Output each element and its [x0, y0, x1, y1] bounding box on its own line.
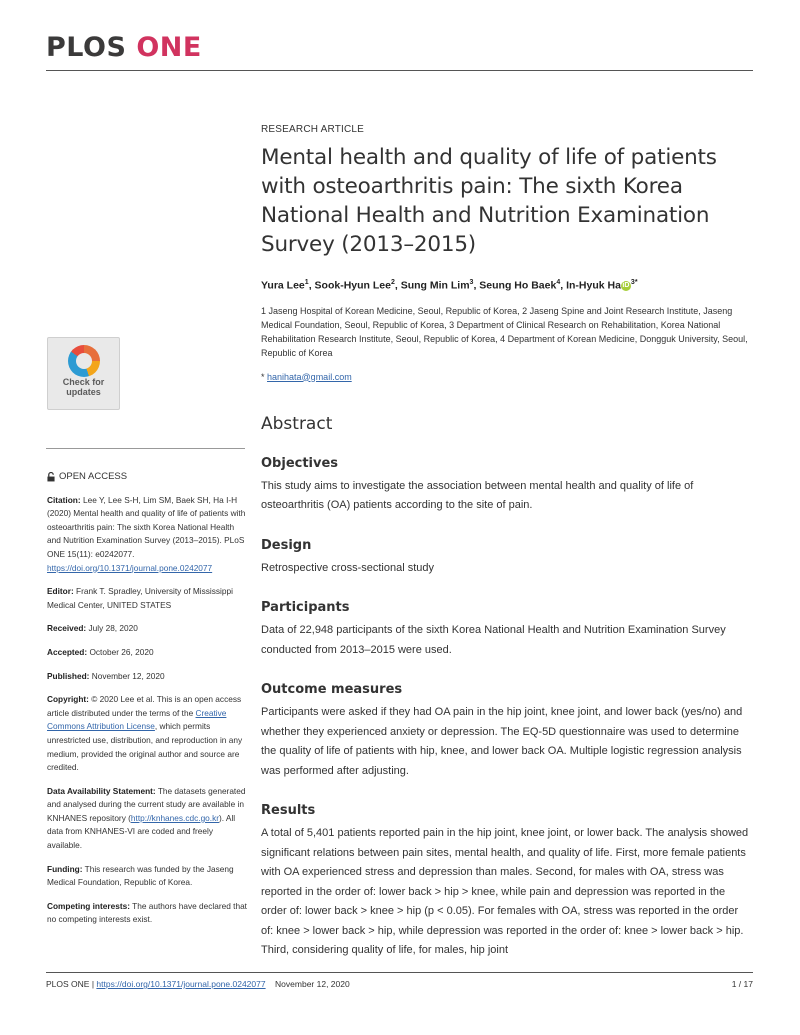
data-availability-text-2: ). All data from KNHANES-VI are coded and freely available. — [47, 812, 236, 851]
section-text-design: Retrospective cross-sectional study — [261, 561, 435, 574]
section-text-participants: Data of 22,948 participants of the sixth Korea National Health and Nutrition Examination Survey conducted from 2013–2015 were used. — [261, 624, 726, 656]
section-heading-results: Results — [261, 803, 316, 818]
abstract-heading: Abstract — [261, 413, 333, 434]
author-name[interactable]: In-Hyuk Ha — [566, 279, 621, 292]
open-access-label — [47, 470, 247, 484]
license-link[interactable]: Creative Commons Attribution License — [47, 707, 227, 732]
data-availability-block — [47, 785, 247, 853]
competing-interests-block — [47, 900, 247, 927]
author-name[interactable]: Seung Ho Baek — [479, 279, 557, 292]
page-number: 1 / 17 — [731, 979, 753, 989]
section-heading-design: Design — [261, 537, 312, 553]
published-label: Published: — [47, 670, 90, 681]
competing-interests-text: The authors have declared that no competing interests exist. — [47, 900, 247, 925]
author-affil: 1 — [304, 279, 309, 286]
citation-block — [47, 494, 247, 576]
author-affil: 2 — [390, 279, 395, 286]
accepted-label: Accepted: — [47, 646, 88, 657]
received-block — [47, 622, 247, 636]
footer-doi-link[interactable]: https://doi.org/10.1371/journal.pone.0242077 — [96, 979, 266, 989]
editor-block — [47, 585, 247, 612]
section-heading-outcome-measures: Outcome measures — [261, 682, 403, 697]
copyright-text-2: , which permits unrestricted use, distribution, and reproduction in any medium, provided the original author and source are credited. — [47, 721, 243, 773]
section-heading-objectives: Objectives — [261, 455, 339, 471]
header-divider — [46, 70, 753, 71]
accepted-date: October 26, 2020 — [89, 646, 154, 657]
section-text-outcome-measures: Participants were asked if they had OA pain in the hip joint, knee joint, and lower back (yes/no) and whether they experienced anxiety or depression. The EQ-5D questionnaire was used to determine the quality of life of patients with hip, knee, and lower back OA. Multiple logistic regression analysis was performed after adjusting. — [261, 706, 743, 777]
article-title: Mental health and quality of life of patients with osteoarthritis pain: The sixth Korea National Health and Nutrition Examination Survey (2013–2015) — [261, 145, 717, 257]
footer-divider — [46, 972, 753, 973]
journal-logo — [46, 34, 202, 61]
published-date: November 12, 2020 — [91, 670, 165, 681]
section-text-objectives: This study aims to investigate the association between mental health and quality of life of osteoarthritis (OA) patients according to the site of pain. — [261, 479, 694, 511]
article-main — [261, 116, 751, 961]
knhanes-link[interactable]: http://knhanes.cdc.go.kr — [130, 812, 220, 823]
copyright-label: Copyright: — [47, 694, 89, 705]
section-text-results: A total of 5,401 patients reported pain in the hip joint, knee joint, or lower back. The analysis showed significant relations between pain sites, mental health, and quality of life. First, more female patients with OA experienced stress and depression than males. Second, for males with OA, stress was reported in the order of: lower back > hip > knee, while pain and depression was reported in the order of: lower back > knee > hip (p < 0.05). For females with OA, stress was reported in the order of: knee > lower back > hip, while depression was reported in the order of: knee > lower back > hip. Third, considering quality of life, for males, hip joint — [261, 827, 749, 956]
crossmark-icon — [68, 345, 100, 377]
email-prefix: * — [261, 371, 268, 382]
logo-one: ONE — [136, 32, 202, 63]
article-type: RESEARCH ARTICLE — [261, 124, 365, 135]
copyright-block — [47, 693, 247, 775]
author-affil: 4 — [556, 279, 561, 286]
affiliations: 1 Jaseng Hospital of Korean Medicine, Seoul, Republic of Korea, 2 Jaseng Spine and Joint Research Institute, Jaseng Medical Foundation, Seoul, Republic of Korea, 3 Department of Clinical Research on Rehabilitation, Korea National Rehabilitation Research Institute, Seoul, Republic of Korea, 4 Department of Korean Medicine, Dongguk University, Seoul, Republic of Korea — [261, 305, 748, 358]
editor-text: Frank T. Spradley, University of Mississippi Medical Center, UNITED STATES — [47, 586, 233, 610]
citation-text: Lee Y, Lee S-H, Lim SM, Baek SH, Ha I-H (2020) Mental health and quality of life of patients with osteoarthritis pain: The sixth Korea National Health and Nutrition Examination Survey (2013–2015). PLoS ONE 15(11): e0242077. — [47, 494, 246, 559]
data-availability-text-1: The datasets generated and analysed during the current study are available in KNHANES repository ( — [47, 785, 246, 823]
open-access-text: OPEN ACCESS — [59, 471, 128, 482]
accepted-block — [47, 646, 247, 660]
citation-label: Citation: — [47, 494, 81, 505]
editor-label: Editor: — [47, 586, 74, 597]
funding-text: This research was funded by the Jaseng Medical Foundation, Republic of Korea. — [47, 863, 234, 888]
author-name[interactable]: Sook-Hyun Lee — [314, 279, 391, 292]
data-availability-label: Data Availability Statement: — [47, 785, 156, 796]
corresponding-email-line — [261, 372, 751, 382]
funding-label: Funding: — [47, 863, 83, 874]
badge-line2: updates — [66, 387, 101, 397]
funding-block — [47, 863, 247, 890]
received-label: Received: — [47, 623, 87, 634]
author-list: Yura Lee$^1$, Sook-Hyun Lee$^2$, Sung Min Lim$^3$, Seung Ho Baek$^4$, In-Hyuk Ha iD $^{3*}$ — [261, 279, 638, 292]
footer-journal: PLOS ONE | — [46, 979, 97, 989]
sidebar-divider — [46, 448, 245, 449]
open-lock-icon — [47, 472, 55, 482]
author-affil: 3* — [630, 279, 638, 286]
section-heading-participants: Participants — [261, 600, 350, 615]
citation-doi-link[interactable]: https://doi.org/10.1371/journal.pone.0242077 — [47, 562, 213, 573]
copyright-text-1: © 2020 Lee et al. This is an open access article distributed under the terms of the — [47, 694, 242, 718]
page-footer — [46, 979, 753, 989]
published-block — [47, 670, 247, 684]
corresponding-email-link[interactable]: hanihata@gmail.com — [267, 371, 352, 382]
logo-plos: PLOS — [46, 32, 127, 63]
orcid-icon[interactable]: iD — [622, 281, 630, 289]
check-for-updates-badge[interactable] — [47, 337, 120, 410]
author-name[interactable]: Sung Min Lim — [400, 279, 470, 292]
footer-date: November 12, 2020 — [275, 979, 350, 989]
received-date: July 28, 2020 — [88, 623, 138, 634]
competing-interests-label: Competing interests: — [47, 900, 130, 911]
badge-line1: Check for — [62, 377, 105, 387]
author-affil: 3 — [469, 279, 474, 286]
article-sidebar — [47, 470, 247, 937]
author-name[interactable]: Yura Lee — [261, 279, 305, 292]
